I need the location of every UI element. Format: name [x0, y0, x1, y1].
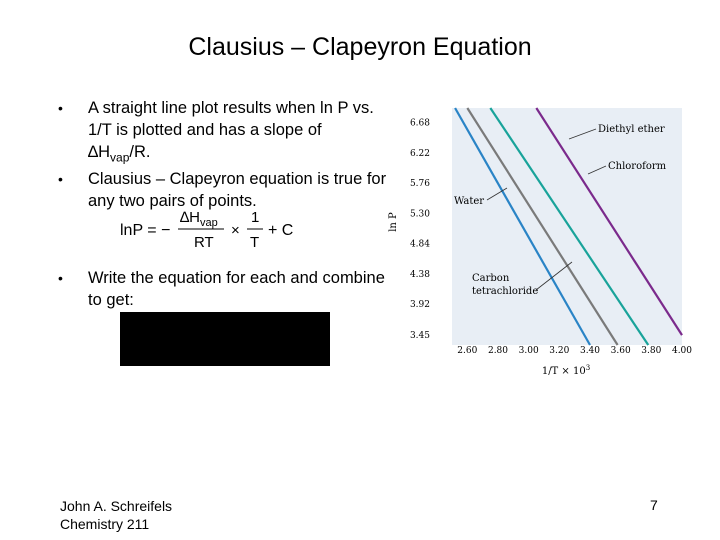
eq-one: 1 [251, 209, 260, 226]
y-tick-label: 4.84 [409, 239, 430, 250]
eq-lhs: lnP = − [120, 222, 171, 239]
x-tick-label: 3.40 [579, 346, 601, 356]
y-tick-label: 3.92 [409, 300, 430, 311]
label-water: Water [454, 196, 485, 207]
y-tick-label: 3.45 [409, 331, 430, 342]
page-number: 7 [650, 497, 658, 513]
redacted-equation-box [120, 312, 330, 366]
bullet-text-1b: /R. [129, 143, 151, 161]
vap-subscript: vap [110, 150, 130, 165]
y-tick-label: 6.68 [409, 118, 430, 129]
bullet-text-3: Write the equation for each and combine to get: [88, 269, 385, 309]
footer-author: John A. Schreifels [60, 498, 173, 514]
y-tick-label: 5.76 [409, 179, 430, 190]
x-tick-label: 3.60 [610, 346, 631, 356]
eq-times: × [231, 222, 240, 239]
bullet-item-1 [58, 97, 388, 168]
clausius-clapeyron-equation [118, 203, 298, 253]
bullet-marker: • [58, 270, 63, 286]
y-tick-label: 6.22 [409, 148, 430, 159]
vapor-pressure-chart [386, 98, 692, 388]
label-carbon: Carbon [472, 273, 510, 284]
x-tick-label: 3.00 [518, 346, 539, 356]
bullet-item-3 [58, 267, 388, 311]
label-chloroform: Chloroform [608, 161, 667, 172]
eq-denominator: RT [194, 234, 214, 251]
bullet-text-2: Clausius – Clapeyron equation is true for any two pairs of points. [88, 170, 387, 210]
x-tick-label: 2.80 [487, 346, 509, 356]
y-axis-label: ln P [388, 212, 399, 232]
plot-area [452, 108, 682, 345]
x-tick-label: 3.20 [549, 346, 570, 356]
label-tetrachloride: tetrachloride [472, 286, 539, 297]
slide-title: Clausius – Clapeyron Equation [188, 33, 532, 61]
footer [60, 497, 172, 533]
footer-course: Chemistry 211 [60, 516, 150, 532]
x-tick-label: 3.80 [641, 346, 662, 356]
delta-h: ∆H [88, 143, 111, 161]
eq-numerator: $\Delta H_{vap}$ [180, 209, 218, 229]
eq-T: T [250, 234, 260, 251]
y-tick-label: 4.38 [409, 269, 430, 280]
y-tick-label: 5.30 [409, 209, 430, 220]
x-tick-label: 4.00 [671, 346, 692, 356]
bullet-marker: • [58, 100, 63, 116]
eq-plus-c: + C [268, 222, 294, 239]
x-tick-label: 2.60 [457, 346, 478, 356]
bullet-text-1a: A straight line plot results when ln P vs. 1/T is plotted and has a slope of [88, 99, 374, 139]
bullet-marker: • [58, 171, 63, 187]
x-axis-label: $1/T \times 10^3$ [541, 364, 591, 377]
label-diethyl-ether: Diethyl ether [598, 124, 665, 135]
